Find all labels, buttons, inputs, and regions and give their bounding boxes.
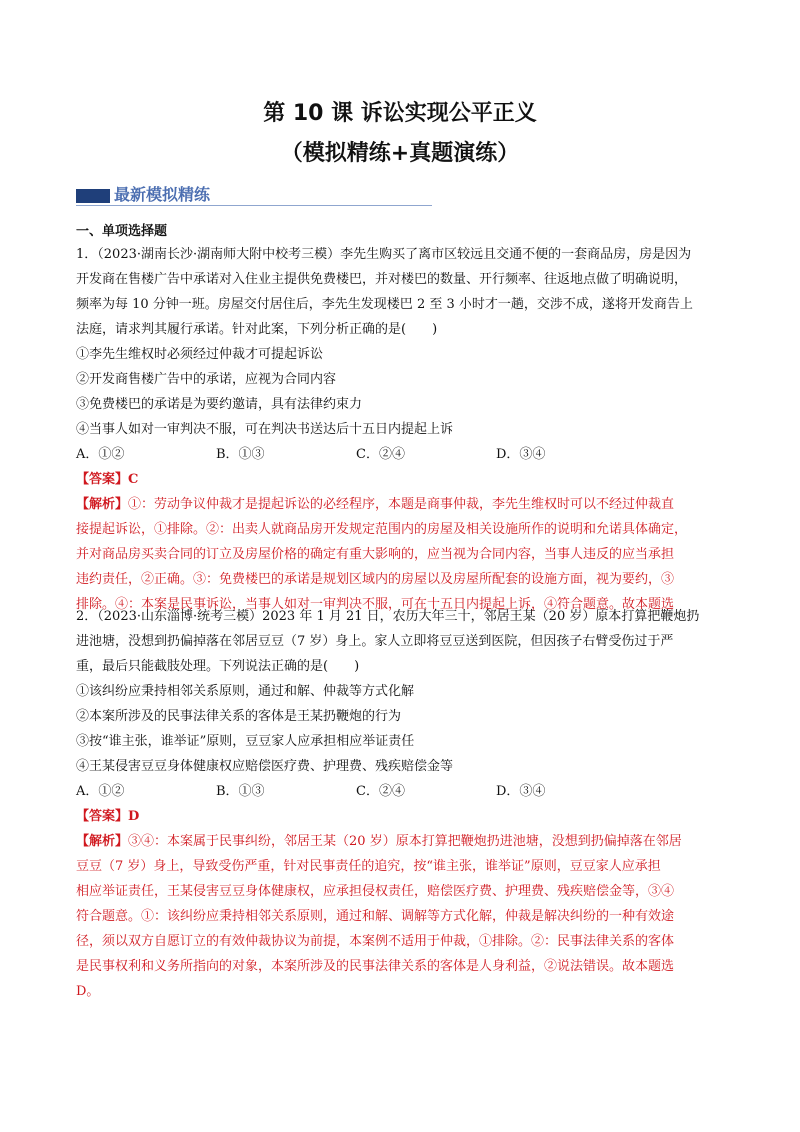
option-a: A．①② [76, 447, 125, 462]
section-banner [76, 183, 432, 209]
option-b: B．①③ [216, 447, 265, 462]
explanation-line: 接提起诉讼，①排除。②：出卖人就商品房开发规定范围内的房屋及相关设施所作的说明和允诺具体确定， [76, 522, 688, 537]
statement: ④王某侵害豆豆身体健康权应赔偿医疗费、护理费、残疾赔偿金等 [76, 759, 454, 774]
question-1 [76, 242, 728, 617]
question-text-line: 频率为每 10 分钟一班。房屋交付居住后，李先生发现楼巴 2 至 3 小时才一趟，交涉不成，遂将开发商告上 [76, 297, 693, 312]
statement: ②开发商售楼广告中的承诺，应视为合同内容 [76, 372, 337, 387]
question-text-line: 重，最后只能截肢处理。下列说法正确的是( ) [76, 659, 360, 674]
option-row [76, 442, 728, 467]
explanation-line: 径，须以双方自愿订立的有效仲裁协议为前提，本案例不适用于仲裁，①排除。②：民事法律关系的客体 [76, 934, 675, 949]
explanation-line: 豆豆（7 岁）身上，导致受伤严重，针对民事责任的追究，按“谁主张，谁举证”原则，豆豆家人应承担 [76, 859, 661, 874]
explanation-label: 【解析】 [76, 834, 129, 849]
option-c: C．②④ [356, 784, 405, 799]
question-text-line: 进池塘，没想到扔偏掉落在邻居豆豆（7 岁）身上。家人立即将豆豆送到医院，但因孩子右臂受伤过于严 [76, 634, 674, 649]
banner-title: 最新模拟精练 [114, 185, 211, 204]
explanation-line: D。 [76, 984, 100, 999]
explanation-line: 是民事权利和义务所指向的对象，本案所涉及的民事法律关系的客体是人身利益，②说法错误。故本题选 [76, 959, 675, 974]
explanation-label: 【解析】 [76, 497, 129, 512]
banner-block-decoration [76, 189, 110, 203]
explanation-line: 相应举证责任，王某侵害豆豆身体健康权，应承担侵权责任，赔偿医疗费、护理费、残疾赔偿金等，③④ [76, 884, 675, 899]
option-row [76, 779, 728, 804]
page-title: 第 10 课 诉讼实现公平正义 [263, 101, 537, 126]
explanation-line: 并对商品房买卖合同的订立及房屋价格的确定有重大影响的，应当视为合同内容，当事人违反的应当承担 [76, 547, 675, 562]
question-text-line: 开发商在售楼广告中承诺对入住业主提供免费楼巴，并对楼巴的数量、开行频率、往返地点做了明确说明， [76, 272, 688, 287]
explanation-line [76, 829, 728, 854]
question-text-line: 2．（2023·山东淄博·统考三模）2023 年 1 月 21 日，农历大年三十，邻居王某（20 岁）原本打算把鞭炮扔 [76, 609, 700, 624]
question-text-line: 1．（2023·湖南长沙·湖南师大附中校考三模）李先生购买了离市区较远且交通不便的一套商品房，房是因为 [76, 247, 692, 262]
question-2 [76, 604, 728, 1004]
page-subtitle: （模拟精练+真题演练） [280, 141, 520, 166]
option-c: C．②④ [356, 447, 405, 462]
statement: ①李先生维权时必须经过仲裁才可提起诉讼 [76, 347, 324, 362]
option-d: D．③④ [496, 447, 546, 462]
explanation-line: 违约责任，②正确。③：免费楼巴的承诺是规划区域内的房屋以及房屋所配套的设施方面，视为要约，③ [76, 572, 675, 587]
explanation-line [76, 492, 728, 517]
statement: ③免费楼巴的承诺是为要约邀请，具有法律约束力 [76, 397, 363, 412]
answer: 【答案】C [76, 472, 139, 487]
answer: 【答案】D [76, 809, 140, 824]
section-heading: 一、单项选择题 [76, 224, 168, 239]
statement: ②本案所涉及的民事法律关系的客体是王某扔鞭炮的行为 [76, 709, 402, 724]
explanation-text: ①：劳动争议仲裁才是提起诉讼的必经程序，本题是商事仲裁，李先生维权时可以不经过仲裁直 [128, 497, 675, 512]
statement: ③按“谁主张，谁举证”原则，豆豆家人应承担相应举证责任 [76, 734, 415, 749]
explanation-line: 符合题意。①：该纠纷应秉持相邻关系原则，通过和解、调解等方式化解，仲裁是解决纠纷的一种有效途 [76, 909, 675, 924]
statement: ④当事人如对一审判决不服，可在判决书送达后十五日内提起上诉 [76, 422, 454, 437]
option-a: A．①② [76, 784, 125, 799]
option-b: B．①③ [216, 784, 265, 799]
option-d: D．③④ [496, 784, 546, 799]
question-text-line: 法庭，请求判其履行承诺。针对此案，下列分析正确的是( ) [76, 322, 438, 337]
banner-underline [76, 205, 432, 206]
explanation-text: ③④：本案属于民事纠纷，邻居王某（20 岁）原本打算把鞭炮扔进池塘，没想到扔偏掉落在邻居 [128, 834, 682, 849]
statement: ①该纠纷应秉持相邻关系原则，通过和解、仲裁等方式化解 [76, 684, 415, 699]
explanation-line: 排除。④：本案是民事诉讼，当事人如对一审判决不服，可在十五日内提起上诉，④符合题意。故本题选 [76, 597, 675, 612]
